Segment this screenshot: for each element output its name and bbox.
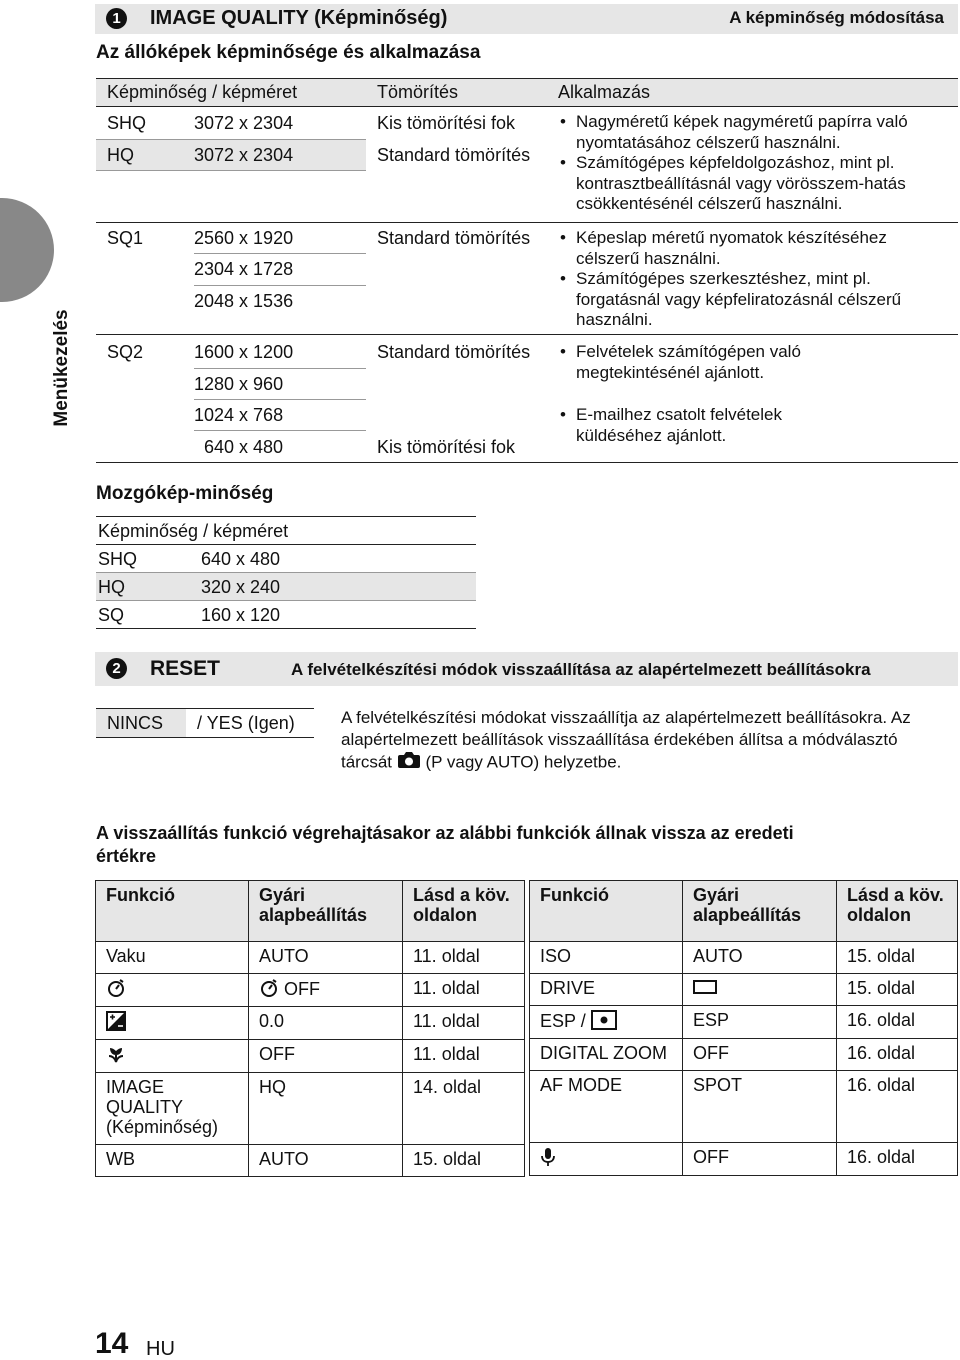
default-value: ESP bbox=[683, 1006, 837, 1039]
compression: Kis tömörítési fok bbox=[377, 437, 516, 457]
compression: Standard tömörítés bbox=[377, 228, 531, 248]
quality-label: HQ bbox=[107, 145, 134, 165]
function-name: Vaku bbox=[96, 942, 249, 974]
quality-label: SQ2 bbox=[107, 342, 144, 362]
column-header: Lásd a köv. oldalon bbox=[403, 881, 525, 942]
application-item: • Számítógépes szerkesztéshez, mint pl. forgatásnál vagy képfeliratozásnál célszerű használni. bbox=[576, 269, 940, 331]
column-header: Gyári alapbeállítás bbox=[683, 881, 837, 942]
section-title: IMAGE QUALITY (Képminőség) bbox=[150, 7, 448, 29]
section-number-badge: 1 bbox=[106, 8, 127, 29]
default-value: OFF bbox=[683, 1039, 837, 1071]
image-size: 2304 x 1728 bbox=[194, 259, 294, 279]
column-header: Alkalmazás bbox=[558, 82, 651, 102]
reset-explanation: A felvételkészítési módokat visszaállítja az alapértelmezett beállításokra. Az alapértelmezett beállítások visszaállítása érdekében állítsa a módválasztó tárcsát (P vagy AUTO) helyzetbe. bbox=[341, 707, 911, 775]
quality-label: SHQ bbox=[107, 113, 147, 133]
section-number-badge: 2 bbox=[106, 658, 127, 679]
function-name bbox=[96, 1040, 249, 1073]
image-size: 2048 x 1536 bbox=[194, 291, 294, 311]
quality-label: HQ bbox=[98, 577, 125, 597]
function-name bbox=[96, 1007, 249, 1040]
image-size: 640 x 480 bbox=[204, 437, 284, 457]
reset-description: A felvételkészítési módok visszaállítása az alapértelmezett beállításokra bbox=[291, 660, 871, 679]
camera-mode-icon bbox=[397, 751, 421, 775]
default-value: OFF bbox=[249, 1040, 403, 1073]
image-size: 1024 x 768 bbox=[194, 405, 284, 425]
page-ref: 15. oldal bbox=[403, 1145, 525, 1177]
chapter-number: 2 bbox=[58, 241, 78, 279]
restore-table-right bbox=[529, 880, 958, 1176]
application-item: • Nagyméretű képek nagyméretű papírra való nyomtatásához célszerű használni. bbox=[576, 112, 955, 153]
page-ref: 16. oldal bbox=[837, 1143, 958, 1176]
function-name: ISO bbox=[530, 942, 683, 974]
image-size: 3072 x 2304 bbox=[194, 145, 294, 165]
application-item: • Felvételek számítógépen való megtekintésénél ajánlott. bbox=[576, 342, 860, 383]
page-ref: 11. oldal bbox=[403, 1007, 525, 1040]
column-header: Tömörítés bbox=[377, 82, 459, 102]
page-ref: 14. oldal bbox=[403, 1073, 525, 1145]
default-value: AUTO bbox=[683, 942, 837, 974]
default-value: 0.0 bbox=[249, 1007, 403, 1040]
option-no: NINCS bbox=[107, 713, 164, 733]
option-yes: / YES (Igen) bbox=[197, 713, 295, 733]
spot-metering-icon bbox=[591, 1010, 617, 1034]
application-item: • Képeslap méretű nyomatok készítéséhez célszerű használni. bbox=[576, 228, 940, 269]
function-name: AF MODE bbox=[530, 1071, 683, 1143]
restore-heading: A visszaállítás funkció végrehajtásakor az alábbi funkciók állnak vissza az eredeti értékre bbox=[96, 823, 794, 866]
default-value: SPOT bbox=[683, 1071, 837, 1143]
column-header: Lásd a köv. oldalon bbox=[837, 881, 958, 942]
column-header: Gyári alapbeállítás bbox=[249, 881, 403, 942]
function-name: DIGITAL ZOOM bbox=[530, 1039, 683, 1071]
column-header: Funkció bbox=[96, 881, 249, 942]
default-value: AUTO bbox=[249, 942, 403, 974]
column-header: Képminőség / képméret bbox=[98, 521, 289, 541]
single-frame-icon bbox=[693, 979, 717, 999]
application-group bbox=[560, 405, 820, 446]
quality-label: SQ1 bbox=[107, 228, 144, 248]
self-timer-icon bbox=[106, 978, 126, 1002]
function-name bbox=[530, 1143, 683, 1176]
default-value: AUTO bbox=[249, 1145, 403, 1177]
self-timer-icon bbox=[259, 978, 279, 1002]
language-code: HU bbox=[146, 1338, 175, 1360]
chapter-tab bbox=[0, 198, 54, 302]
function-name: IMAGE QUALITY (Képminőség) bbox=[96, 1073, 249, 1145]
application-item: • E-mailhez csatolt felvételek küldéséhez ajánlott. bbox=[576, 405, 820, 446]
function-name: WB bbox=[96, 1145, 249, 1177]
page-ref: 16. oldal bbox=[837, 1006, 958, 1039]
page-number: 14 bbox=[95, 1327, 129, 1360]
macro-icon bbox=[106, 1044, 126, 1068]
compression: Kis tömörítési fok bbox=[377, 113, 516, 133]
page-ref: 16. oldal bbox=[837, 1039, 958, 1071]
section-description: A képminőség módosítása bbox=[729, 8, 944, 27]
image-size: 1600 x 1200 bbox=[194, 342, 294, 362]
compression: Standard tömörítés bbox=[377, 145, 531, 165]
page-ref: 11. oldal bbox=[403, 1040, 525, 1073]
column-header: Képminőség / képméret bbox=[107, 82, 298, 102]
image-size: 320 x 240 bbox=[201, 577, 281, 597]
page-ref: 11. oldal bbox=[403, 974, 525, 1007]
section-subtitle: Az állóképek képminősége és alkalmazása bbox=[96, 42, 481, 63]
function-name: DRIVE bbox=[530, 974, 683, 1006]
default-value: HQ bbox=[249, 1073, 403, 1145]
page-ref: 15. oldal bbox=[837, 942, 958, 974]
movie-quality-title: Mozgókép-minőség bbox=[96, 483, 274, 504]
image-size: 640 x 480 bbox=[201, 549, 281, 569]
application-group bbox=[560, 112, 955, 215]
image-size: 3072 x 2304 bbox=[194, 113, 294, 133]
quality-label: SHQ bbox=[98, 549, 138, 569]
page-ref: 11. oldal bbox=[403, 942, 525, 974]
default-value bbox=[683, 974, 837, 1006]
application-group bbox=[560, 342, 860, 383]
image-size: 160 x 120 bbox=[201, 605, 281, 625]
image-size: 2560 x 1920 bbox=[194, 228, 294, 248]
quality-label: SQ bbox=[98, 605, 125, 625]
image-size: 1280 x 960 bbox=[194, 374, 284, 394]
exposure-compensation-icon bbox=[106, 1011, 126, 1035]
reset-title: RESET bbox=[150, 657, 221, 680]
application-group bbox=[560, 228, 940, 331]
restore-table-left bbox=[95, 880, 525, 1177]
column-header: Funkció bbox=[530, 881, 683, 942]
application-item: • Számítógépes képfeldolgozáshoz, mint pl. kontrasztbeállításnál vagy vörösszem-hatás csökkentésénél célszerű használni. bbox=[576, 153, 955, 215]
function-name: ESP / bbox=[530, 1006, 683, 1039]
microphone-icon bbox=[540, 1147, 556, 1171]
default-value: OFF bbox=[683, 1143, 837, 1176]
page-ref: 15. oldal bbox=[837, 974, 958, 1006]
default-value: OFF bbox=[249, 974, 403, 1007]
compression: Standard tömörítés bbox=[377, 342, 531, 362]
function-name bbox=[96, 974, 249, 1007]
page-ref: 16. oldal bbox=[837, 1071, 958, 1143]
